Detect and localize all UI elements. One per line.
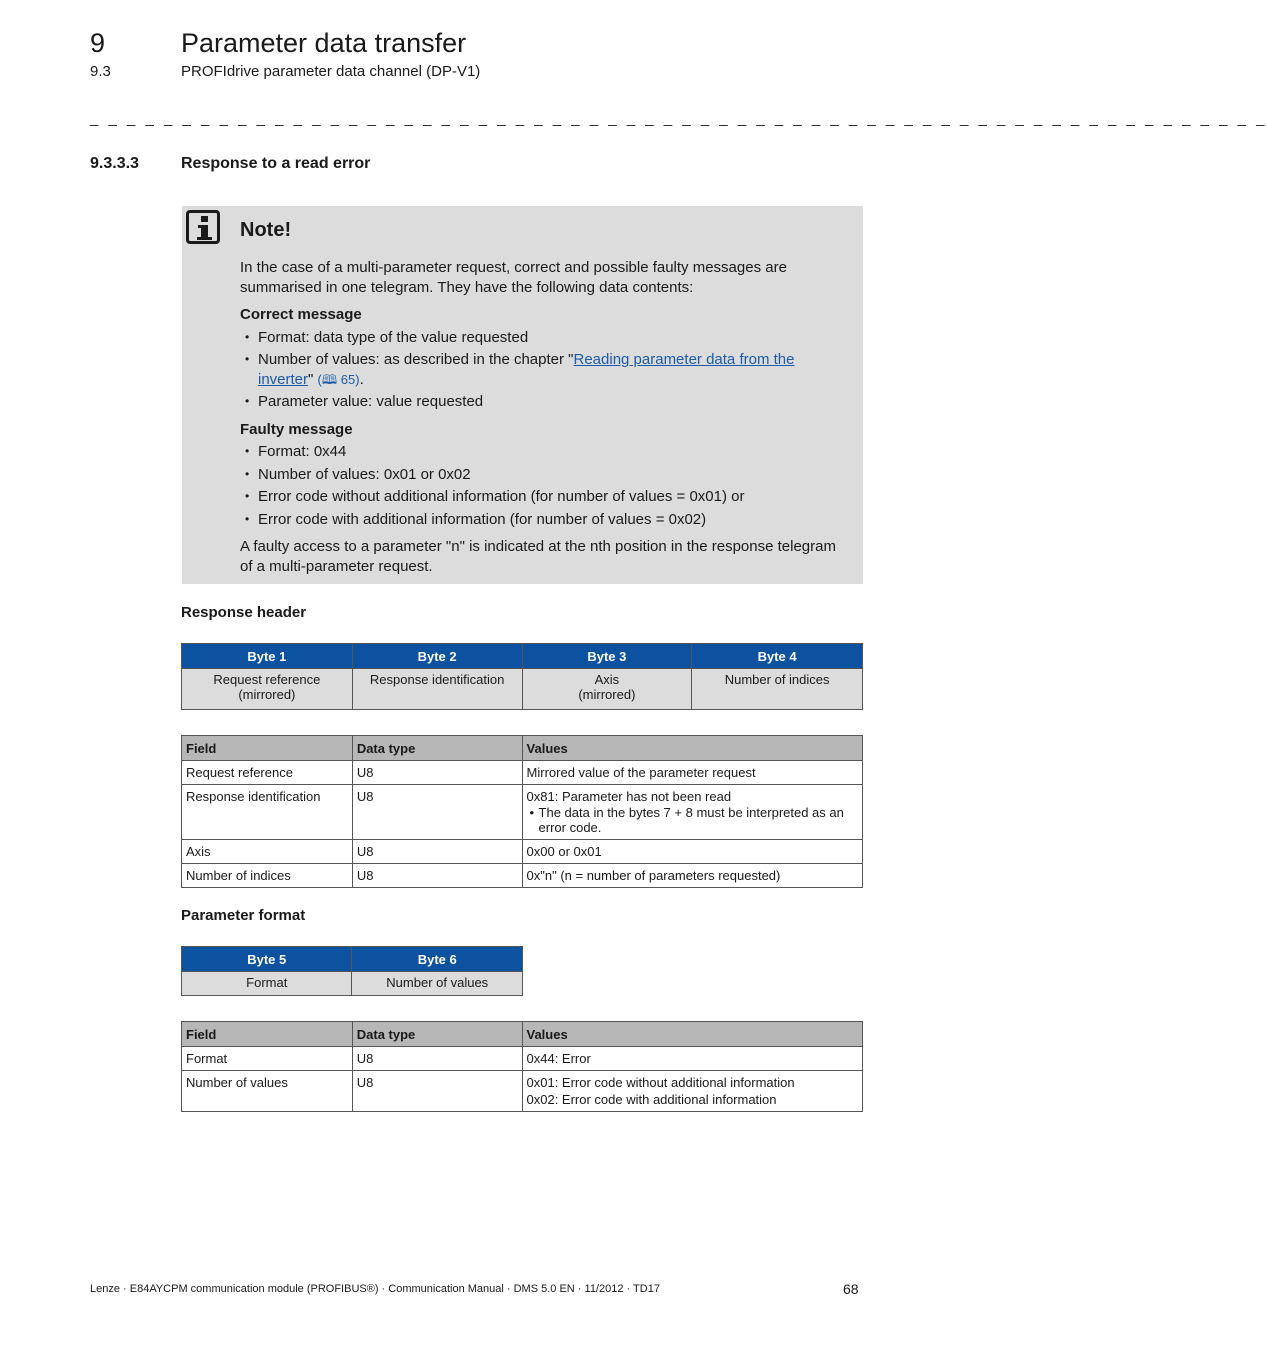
column-header: Values <box>522 736 862 761</box>
byte-content: Format <box>182 972 352 996</box>
chapter-link[interactable]: Reading parameter data from the inverter <box>258 351 795 388</box>
byte-content: Request reference (mirrored) <box>182 669 353 710</box>
byte-header: Byte 3 <box>522 644 692 669</box>
list-item: • Parameter value: value requested <box>240 392 840 412</box>
parameter-format-heading: Parameter format <box>181 907 306 924</box>
byte-header: Byte 6 <box>352 947 523 972</box>
byte-header: Byte 1 <box>182 644 353 669</box>
list-item: • Format: 0x44 <box>240 442 840 462</box>
info-icon <box>186 210 220 244</box>
subsection-number: 9.3.3.3 <box>90 155 139 172</box>
section-number: 9.3 <box>90 63 111 80</box>
list-item: • Error code without additional information (for number of values = 0x01) or <box>240 487 840 507</box>
list-item: • The data in the bytes 7 + 8 must be interpreted as an error code. <box>527 805 858 835</box>
response-header-table <box>181 643 863 710</box>
table-row: Number of indices U8 0x"n" (n = number of parameters requested) <box>182 864 863 888</box>
format-fields-table <box>181 1021 863 1112</box>
correct-message-list <box>240 328 840 412</box>
list-item: • Format: data type of the value requested <box>240 328 840 348</box>
list-item: • Number of values: as described in the chapter "Reading parameter data from the inverter" (🕮 65). <box>240 350 840 389</box>
page-number: 68 <box>843 1281 859 1297</box>
column-header: Field <box>182 1022 353 1047</box>
note-closing: A faulty access to a parameter "n" is indicated at the nth position in the response telegram of a multi-parameter request. <box>240 538 836 575</box>
list-item: • Number of values: 0x01 or 0x02 <box>240 465 840 485</box>
byte-content: Number of values <box>352 972 523 996</box>
note-heading: Note! <box>240 219 292 241</box>
table-row: Axis U8 0x00 or 0x01 <box>182 840 863 864</box>
table-row: Response identification U8 0x81: Parameter has not been read • The data in the bytes 7 + 8 must be interpreted as an error code. <box>182 785 863 840</box>
byte-header: Byte 5 <box>182 947 352 972</box>
list-item: • Error code with additional information (for number of values = 0x02) <box>240 510 840 530</box>
table-row: Request reference U8 Mirrored value of the parameter request <box>182 761 863 785</box>
chapter-title: Parameter data transfer <box>181 28 467 58</box>
byte-header: Byte 4 <box>692 644 863 669</box>
byte-header: Byte 2 <box>352 644 522 669</box>
response-fields-table <box>181 735 863 888</box>
section-title: PROFIdrive parameter data channel (DP-V1) <box>181 63 481 80</box>
faulty-message-list <box>240 442 840 529</box>
byte-content: Axis (mirrored) <box>522 669 692 710</box>
faulty-message-heading: Faulty message <box>240 420 353 438</box>
table-row: Format U8 0x44: Error <box>182 1047 863 1071</box>
page-reference-link[interactable]: (🕮 65) <box>317 371 360 387</box>
header-divider: _ _ _ _ _ _ _ _ _ _ _ _ _ _ _ _ _ _ _ _ _ _ _ _ _ _ _ _ _ _ _ _ _ _ _ _ _ _ _ _ _ _ _ _ _ _ _ _ _ _ _ _ _ _ _ _ _ _ _ _ _ _ _ _ <box>90 110 1267 127</box>
table-row: Number of values U8 0x01: Error code without additional information 0x02: Error code with additional information <box>182 1071 863 1112</box>
note-body <box>240 258 840 576</box>
column-header: Field <box>182 736 353 761</box>
column-header: Values <box>522 1022 863 1047</box>
note-box <box>182 206 863 584</box>
chapter-number: 9 <box>90 28 106 58</box>
subsection-title: Response to a read error <box>181 155 371 172</box>
note-intro: In the case of a multi-parameter request, correct and possible faulty messages are summarised in one telegram. They have the following data contents: <box>240 259 787 296</box>
byte-content: Response identification <box>352 669 522 710</box>
column-header: Data type <box>352 736 522 761</box>
footer-text: Lenze · E84AYCPM communication module (PROFIBUS®) · Communication Manual · DMS 5.0 EN · 11/2012 · TD17 <box>90 1283 660 1295</box>
correct-message-heading: Correct message <box>240 306 362 323</box>
parameter-format-table <box>181 946 523 996</box>
byte-content: Number of indices <box>692 669 863 710</box>
response-header-heading: Response header <box>181 604 307 621</box>
column-header: Data type <box>352 1022 522 1047</box>
